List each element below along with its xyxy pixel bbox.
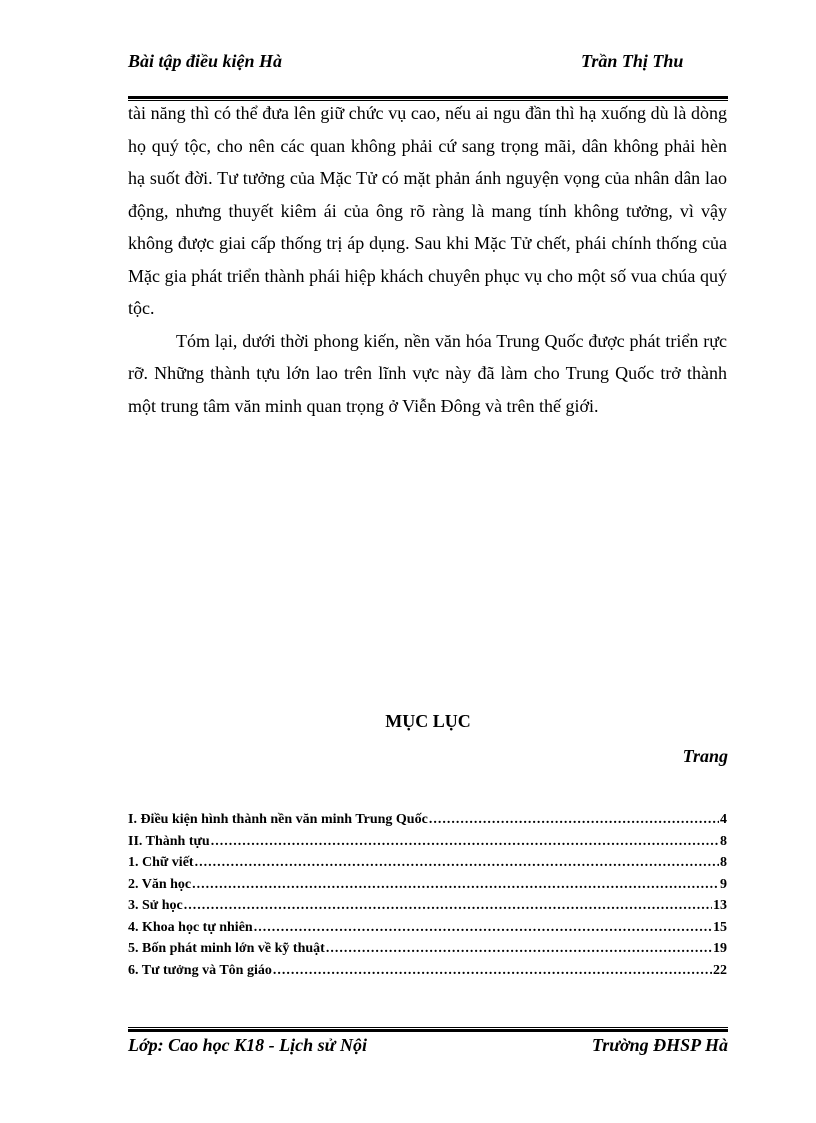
toc-entry-page: 8 [720, 833, 727, 849]
body-paragraph-2: Tóm lại, dưới thời phong kiến, nền văn hóa Trung Quốc được phát triển rực rỡ. Những thành tựu lớn lao trên lĩnh vực này đã làm cho Trung Quốc trở thành một trung tâm văn minh quan trọng ở Viễn Đông và trên thế giới. [128, 330, 727, 416]
footer-left-text: Lớp: Cao học K18 - Lịch sử Nội [128, 1035, 367, 1055]
toc-title: MỤC LỤC [385, 711, 471, 731]
toc-entry-title: 6. Tư tưởng và Tôn giáo [128, 962, 272, 978]
page-header [128, 50, 728, 98]
toc-entry [128, 920, 727, 942]
toc-entry-page: 22 [713, 962, 727, 978]
toc-entry-title: 5. Bốn phát minh lớn về kỹ thuật [128, 941, 325, 956]
toc-leader-dots [254, 920, 712, 936]
toc-leader-dots [326, 941, 712, 957]
toc-entry [128, 812, 727, 834]
toc-entry [128, 855, 727, 877]
footer-right-text: Trường ĐHSP Hà [591, 1035, 728, 1055]
toc-entry-page: 19 [713, 941, 727, 956]
footer-divider [128, 1027, 728, 1032]
toc-entry [128, 834, 727, 856]
header-left-text: Bài tập điều kiện Hà [128, 51, 283, 71]
toc-leader-dots [429, 812, 719, 828]
toc-entry [128, 877, 727, 899]
header-right-text: Trần Thị Thu [581, 51, 684, 71]
toc-entry [128, 898, 727, 920]
toc-entry-title: 3. Sử học [128, 898, 183, 913]
body-paragraph-1: tài năng thì có thể đưa lên giữ chức vụ cao, nếu ai ngu đần thì hạ xuống dù là dòng họ quý tộc, cho nên các quan không phải cứ sang trọng mãi, dân không phải hèn hạ suốt đời. Tư tưởng của Mặc Tử có mặt phản ánh nguyện vọng của nhân dân lao động, nhưng thuyết kiêm ái của ông rõ ràng là mang tính không tưởng, vì vậy không được giai cấp thống trị áp dụng. Sau khi Mặc Tử chết, phái chính thống của Mặc gia phát triển thành phái hiệp khách chuyên phục vụ cho một số vua chúa quý tộc. [128, 103, 727, 318]
body-text [128, 97, 727, 422]
toc-entry-page: 8 [720, 855, 727, 870]
toc-page-label: Trang [682, 746, 728, 766]
toc-leader-dots [273, 963, 712, 979]
page-footer [128, 1034, 728, 1082]
toc-leader-dots [184, 898, 712, 914]
toc-entry [128, 941, 727, 963]
toc-entry-title: II. Thành tựu [128, 833, 210, 849]
toc-leader-dots [192, 877, 719, 893]
toc-entry-title: I. Điều kiện hình thành nền văn minh Trung Quốc [128, 812, 428, 827]
toc-entry [128, 963, 727, 985]
toc-leader-dots [211, 834, 719, 850]
table-of-contents [128, 812, 727, 984]
toc-entry-title: 4. Khoa học tự nhiên [128, 919, 253, 935]
toc-entry-page: 9 [720, 876, 727, 892]
toc-leader-dots [195, 855, 719, 871]
toc-entry-page: 4 [720, 812, 727, 827]
toc-entry-page: 13 [713, 898, 727, 913]
toc-entry-title: 1. Chữ viết [128, 855, 194, 870]
toc-entry-page: 15 [713, 919, 727, 935]
toc-entry-title: 2. Văn học [128, 876, 192, 892]
